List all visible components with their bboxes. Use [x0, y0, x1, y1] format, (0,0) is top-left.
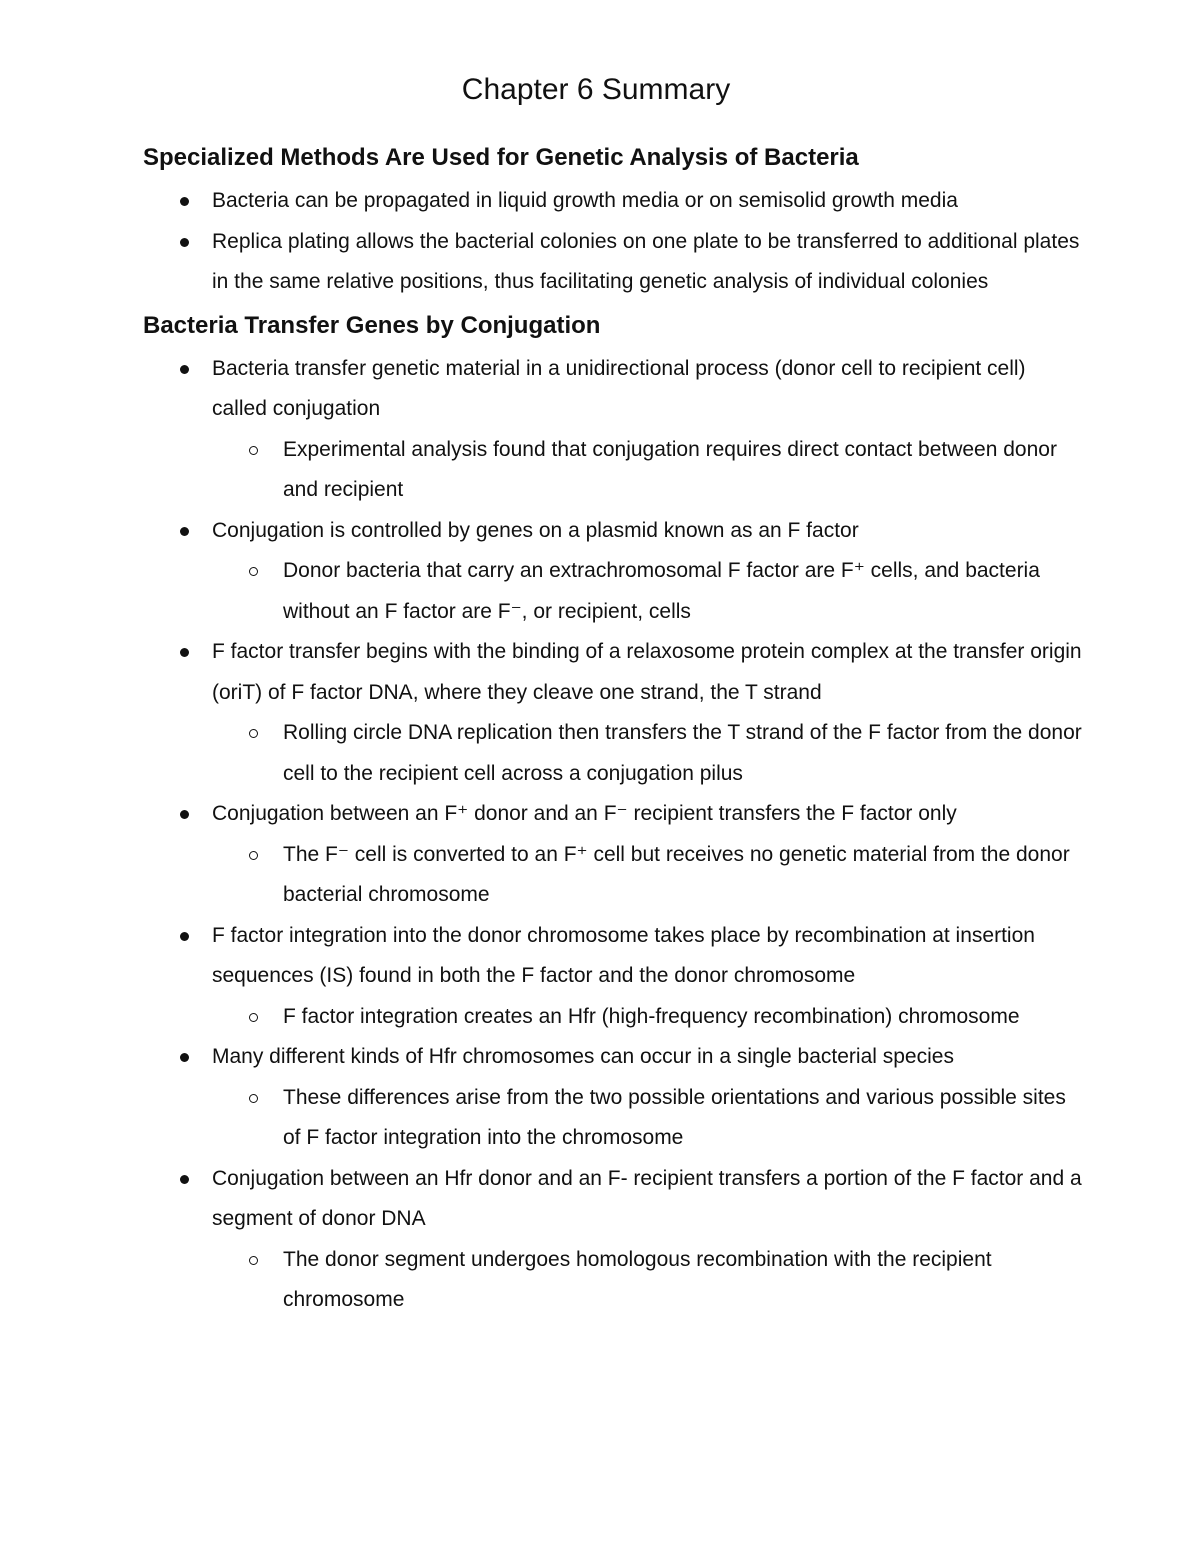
sub-bullet-circle-icon: [249, 1256, 258, 1265]
bullet-list-genetic-analysis: [143, 181, 1083, 303]
sub-bullet-item: [212, 713, 1083, 794]
bullet-text: Conjugation between an Hfr donor and an F- recipient transfers a portion of the F factor and a segment of donor DNA: [212, 1166, 1082, 1230]
bullet-dot-icon: [180, 1175, 189, 1184]
sub-bullet-text: These differences arise from the two possible orientations and various possible sites of F factor integration into the chromosome: [283, 1085, 1066, 1149]
sub-bullet-text: Experimental analysis found that conjugation requires direct contact between donor and recipient: [283, 437, 1057, 501]
bullet-text: Replica plating allows the bacterial colonies on one plate to be transferred to additional plates in the same relative positions, thus facilitating genetic analysis of individual colonies: [212, 229, 1080, 293]
bullet-text: Many different kinds of Hfr chromosomes can occur in a single bacterial species: [212, 1045, 954, 1068]
sub-bullet-text: F factor integration creates an Hfr (high-frequency recombination) chromosome: [283, 1004, 1020, 1028]
sub-bullet-list: [212, 835, 1083, 916]
document-body: [143, 138, 1083, 1324]
bullet-item: [143, 632, 1083, 794]
bullet-item: [143, 181, 1083, 222]
bullet-dot-icon: [180, 648, 189, 657]
sub-bullet-list: [212, 997, 1083, 1038]
bullet-dot-icon: [180, 365, 189, 374]
sub-bullet-text: Donor bacteria that carry an extrachromosomal F factor are F⁺ cells, and bacteria without an F factor are F⁻, or recipient, cells: [283, 559, 1040, 623]
bullet-dot-icon: [180, 1053, 189, 1062]
bullet-item: [143, 1159, 1083, 1321]
bullet-text: Bacteria can be propagated in liquid growth media or on semisolid growth media: [212, 189, 958, 212]
bullet-dot-icon: [180, 527, 189, 536]
bullet-dot-icon: [180, 932, 189, 941]
bullet-text: F factor transfer begins with the binding of a relaxosome protein complex at the transfer origin (oriT) of F factor DNA, where they cleave one strand, the T strand: [212, 640, 1082, 704]
bullet-text: F factor integration into the donor chromosome takes place by recombination at insertion sequences (IS) found in both the F factor and the donor chromosome: [212, 923, 1035, 987]
sub-bullet-list: [212, 713, 1083, 794]
sub-bullet-item: [212, 1078, 1083, 1159]
section-heading-genetic-analysis: Specialized Methods Are Used for Genetic Analysis of Bacteria: [143, 144, 859, 171]
bullet-item: [143, 511, 1083, 633]
document-title: Chapter 6 Summary: [461, 73, 731, 106]
sub-bullet-item: [212, 835, 1083, 916]
sub-bullet-list: [212, 551, 1083, 632]
sub-bullet-circle-icon: [249, 1094, 258, 1103]
bullet-text: Bacteria transfer genetic material in a unidirectional process (donor cell to recipient cell) called conjugation: [212, 356, 1026, 420]
sub-bullet-circle-icon: [249, 729, 258, 738]
sub-bullet-item: [212, 551, 1083, 632]
bullet-text: Conjugation between an F⁺ donor and an F⁻ recipient transfers the F factor only: [212, 802, 957, 825]
sub-bullet-text: The donor segment undergoes homologous recombination with the recipient chromosome: [283, 1247, 992, 1311]
bullet-dot-icon: [180, 197, 189, 206]
bullet-dot-icon: [180, 810, 189, 819]
sub-bullet-circle-icon: [249, 567, 258, 576]
bullet-item: [143, 222, 1083, 303]
bullet-dot-icon: [180, 238, 189, 247]
bullet-text: Conjugation is controlled by genes on a plasmid known as an F factor: [212, 518, 859, 542]
sub-bullet-item: [212, 997, 1083, 1038]
sub-bullet-text: Rolling circle DNA replication then transfers the T strand of the F factor from the donor cell to the recipient cell across a conjugation pilus: [283, 721, 1082, 785]
sub-bullet-text: The F⁻ cell is converted to an F⁺ cell but receives no genetic material from the donor bacterial chromosome: [283, 842, 1070, 906]
sub-bullet-list: [212, 1240, 1083, 1321]
bullet-item: [143, 349, 1083, 511]
bullet-item: [143, 916, 1083, 1038]
sub-bullet-circle-icon: [249, 446, 258, 455]
bullet-item: [143, 794, 1083, 916]
sub-bullet-list: [212, 430, 1083, 511]
section-heading-conjugation: Bacteria Transfer Genes by Conjugation: [143, 311, 601, 339]
sub-bullet-item: [212, 1240, 1083, 1321]
bullet-item: [143, 1037, 1083, 1159]
bullet-list-conjugation: [143, 349, 1083, 1321]
sub-bullet-circle-icon: [249, 851, 258, 860]
sub-bullet-item: [212, 430, 1083, 511]
sub-bullet-circle-icon: [249, 1013, 258, 1022]
sub-bullet-list: [212, 1078, 1083, 1159]
